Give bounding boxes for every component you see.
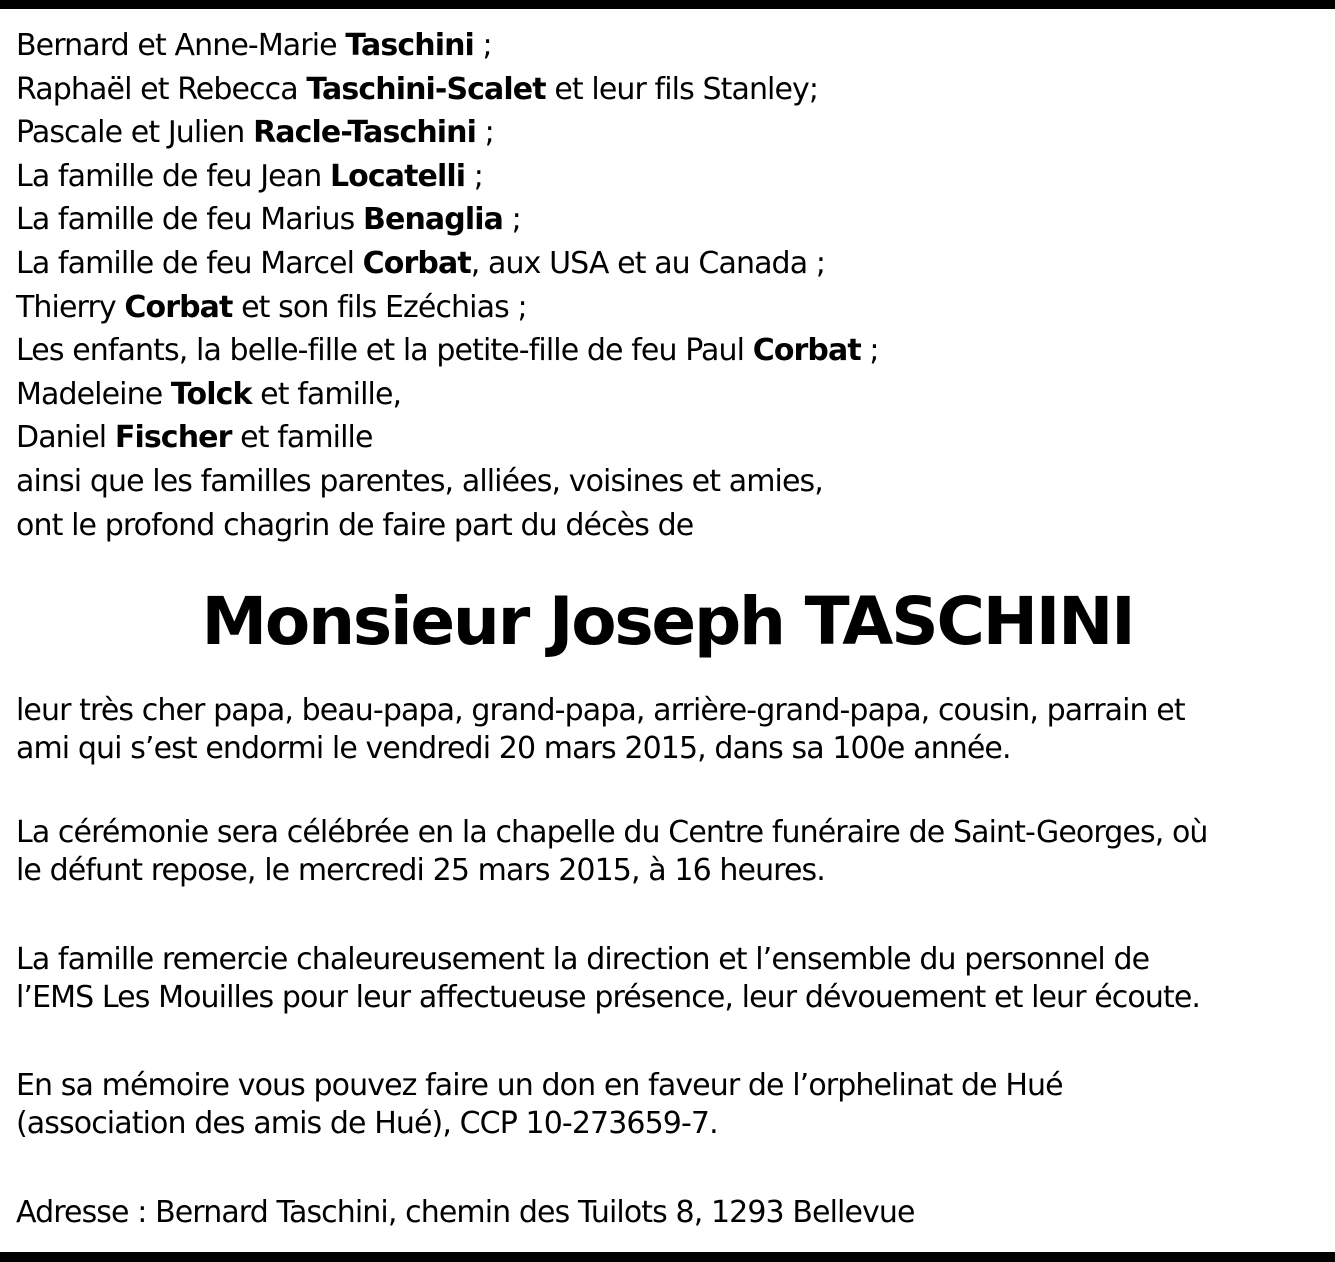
family-line-text: Raphaël et Rebecca bbox=[16, 71, 307, 107]
family-line bbox=[16, 504, 1316, 548]
family-line bbox=[16, 68, 1316, 112]
family-line bbox=[16, 373, 1316, 417]
family-line-suffix: et son fils Ezéchias ; bbox=[232, 289, 527, 325]
paragraph-line: (association des amis de Hué), CCP 10-273659-7. bbox=[16, 1106, 718, 1141]
family-line-text: Bernard et Anne-Marie bbox=[16, 28, 346, 63]
family-line-text: ainsi que les familles parentes, alliées, voisines et amies, bbox=[16, 463, 823, 499]
family-line-text: ont le profond chagrin de faire part du décès de bbox=[16, 507, 694, 543]
paragraph-line: En sa mémoire vous pouvez faire un don en faveur de l’orphelinat de Hué bbox=[16, 1068, 1063, 1103]
paragraph-line: La famille remercie chaleureusement la direction et l’ensemble du personnel de bbox=[16, 942, 1150, 977]
family-line-suffix: et famille bbox=[231, 420, 373, 456]
bottom-border-rule bbox=[0, 1252, 1335, 1262]
family-surname: Fischer bbox=[114, 420, 232, 456]
paragraph-line: La cérémonie sera célébrée en la chapelle du Centre funéraire de Saint-Georges, où bbox=[16, 815, 1208, 850]
paragraph-line: ami qui s’est endormi le vendredi 20 mars 2015, dans sa 100e année. bbox=[16, 731, 1011, 766]
family-list bbox=[16, 24, 1316, 547]
address-paragraph bbox=[16, 1194, 1321, 1232]
family-line-text: Madeleine bbox=[16, 376, 171, 412]
family-line-suffix: et leur fils Stanley; bbox=[545, 71, 819, 107]
top-border-rule bbox=[0, 0, 1335, 9]
paragraph-line: l’EMS Les Mouilles pour leur affectueuse présence, leur dévouement et leur écoute. bbox=[16, 980, 1201, 1015]
thanks-paragraph bbox=[16, 941, 1321, 1017]
family-surname: Benaglia bbox=[363, 202, 503, 238]
family-line-text: Thierry bbox=[16, 289, 125, 325]
family-line-suffix: ; bbox=[473, 28, 492, 63]
family-line-suffix: ; bbox=[465, 158, 483, 194]
family-line-text: Les enfants, la belle-fille et la petite-fille de feu Paul bbox=[16, 333, 753, 369]
family-line bbox=[16, 460, 1316, 504]
family-line-text: La famille de feu Jean bbox=[16, 158, 330, 194]
family-line-text: La famille de feu Marcel bbox=[16, 245, 363, 281]
family-surname: Tolck bbox=[170, 376, 252, 412]
family-line bbox=[16, 286, 1316, 330]
family-surname: Locatelli bbox=[329, 158, 466, 194]
family-line bbox=[16, 198, 1316, 242]
family-line bbox=[16, 242, 1316, 286]
family-line-suffix: ; bbox=[476, 115, 494, 151]
family-line-text: Pascale et Julien bbox=[16, 115, 254, 151]
address-line: Adresse : Bernard Taschini, chemin des Tuilots 8, 1293 Bellevue bbox=[16, 1195, 915, 1230]
deceased-name-heading: Monsieur Joseph TASCHINI bbox=[201, 583, 1134, 660]
family-line bbox=[16, 155, 1316, 199]
family-surname: Corbat bbox=[124, 289, 233, 325]
family-surname: Racle-Taschini bbox=[253, 115, 477, 151]
family-line bbox=[16, 111, 1316, 155]
paragraph-line: le défunt repose, le mercredi 25 mars 2015, à 16 heures. bbox=[16, 853, 825, 888]
donation-paragraph bbox=[16, 1067, 1321, 1143]
family-line-suffix: et famille, bbox=[251, 376, 402, 412]
family-line-text: Daniel bbox=[16, 420, 115, 456]
family-line bbox=[16, 24, 1316, 68]
family-surname: Taschini bbox=[345, 28, 474, 63]
paragraph-line: leur très cher papa, beau-papa, grand-papa, arrière-grand-papa, cousin, parrain et bbox=[16, 693, 1185, 728]
family-line-suffix: , aux USA et au Canada ; bbox=[470, 245, 826, 281]
family-surname: Corbat bbox=[362, 245, 471, 281]
family-line-text: La famille de feu Marius bbox=[16, 202, 364, 238]
ceremony-paragraph bbox=[16, 814, 1321, 890]
family-line bbox=[16, 416, 1316, 460]
family-surname: Corbat bbox=[752, 333, 861, 369]
family-surname: Taschini-Scalet bbox=[306, 71, 546, 107]
family-line-suffix: ; bbox=[860, 333, 879, 369]
family-line bbox=[16, 329, 1316, 373]
family-line-suffix: ; bbox=[502, 202, 521, 238]
tribute-paragraph bbox=[16, 692, 1321, 768]
